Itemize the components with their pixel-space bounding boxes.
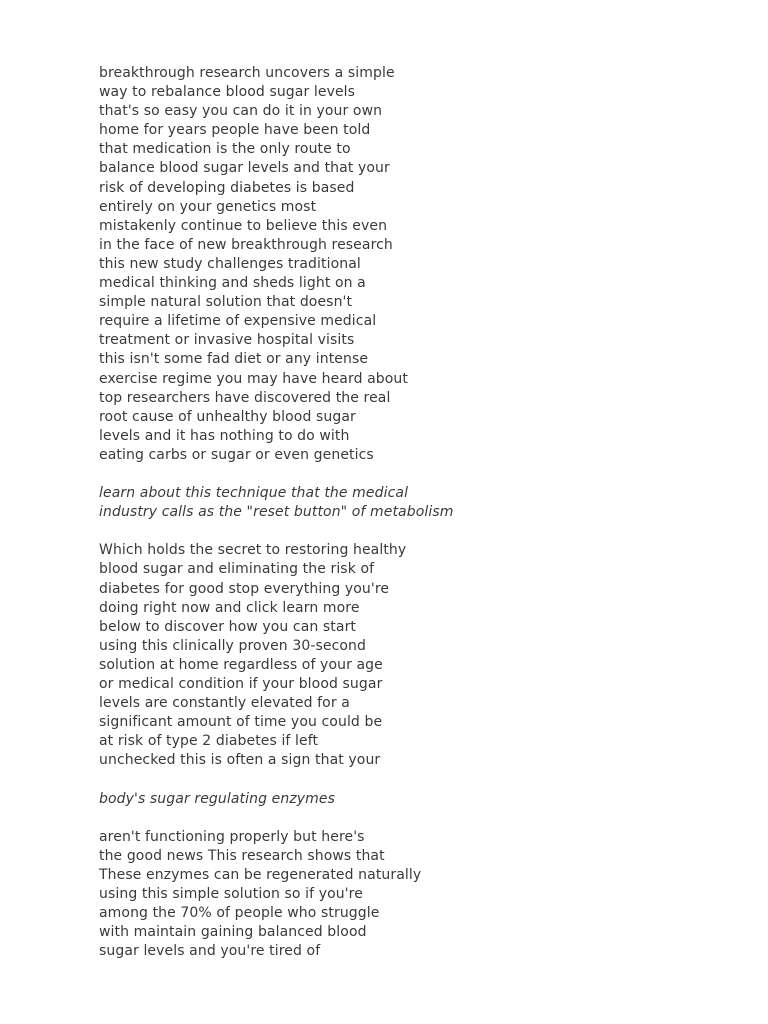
paragraph-intro <box>99 64 719 465</box>
text-line: entirely on your genetics most <box>99 198 317 215</box>
text-line: levels are constantly elevated for a <box>99 695 350 712</box>
paragraph-italic-enzymes <box>99 790 719 809</box>
text-line: medical thinking and sheds light on a <box>99 275 366 292</box>
text-line: treatment or invasive hospital visits <box>99 332 355 349</box>
text-line: breakthrough research uncovers a simple <box>99 65 395 81</box>
text-line: These enzymes can be regenerated naturally <box>99 866 422 883</box>
text-line: root cause of unhealthy blood sugar <box>99 408 356 425</box>
text-line: learn about this technique that the medical <box>99 485 409 502</box>
text-line: body's sugar regulating enzymes <box>99 790 336 807</box>
text-line: Which holds the secret to restoring healthy <box>99 542 407 559</box>
paragraph-body <box>99 541 719 770</box>
text-line: significant amount of time you could be <box>99 714 383 731</box>
text-line: with maintain gaining balanced blood <box>99 924 367 941</box>
text-line: at risk of type 2 diabetes if left <box>99 733 319 750</box>
text-line: industry calls as the "reset button" of metabolism <box>99 504 454 521</box>
text-line: this isn't some fad diet or any intense <box>99 351 369 368</box>
text-line: aren't functioning properly but here's <box>99 828 365 845</box>
text-line: simple natural solution that doesn't <box>99 294 353 311</box>
text-line: mistakenly continue to believe this even <box>99 217 388 234</box>
text-line: balance blood sugar levels and that your <box>99 160 390 177</box>
text-line: home for years people have been told <box>99 122 371 139</box>
text-line: levels and it has nothing to do with <box>99 427 350 444</box>
text-line: below to discover how you can start <box>99 618 357 635</box>
text-line: doing right now and click learn more <box>99 599 360 616</box>
text-line: the good news This research shows that <box>99 847 385 864</box>
text-line: eating carbs or sugar or even genetics <box>99 446 374 463</box>
text-line: sugar levels and you're tired of <box>99 943 321 960</box>
text-line: way to rebalance blood sugar levels <box>99 84 356 101</box>
text-line: among the 70% of people who struggle <box>99 905 380 922</box>
text-line: using this clinically proven 30-second <box>99 637 367 654</box>
text-line: using this simple solution so if you're <box>99 886 363 903</box>
text-line: risk of developing diabetes is based <box>99 179 355 196</box>
text-line: this new study challenges traditional <box>99 255 361 272</box>
text-line: that's so easy you can do it in your own <box>99 103 383 120</box>
text-line: unchecked this is often a sign that your <box>99 752 381 769</box>
paragraph-closing <box>99 828 719 962</box>
text-line: top researchers have discovered the real <box>99 389 391 406</box>
text-line: in the face of new breakthrough research <box>99 236 393 253</box>
text-line: solution at home regardless of your age <box>99 656 383 673</box>
text-line: that medication is the only route to <box>99 141 351 158</box>
text-line: exercise regime you may have heard about <box>99 370 408 387</box>
text-line: blood sugar and eliminating the risk of <box>99 561 375 578</box>
text-line: or medical condition if your blood sugar <box>99 676 383 692</box>
paragraph-italic-callout <box>99 484 719 522</box>
document-page <box>99 64 719 981</box>
text-line: diabetes for good stop everything you're <box>99 580 390 597</box>
text-line: require a lifetime of expensive medical <box>99 313 377 330</box>
